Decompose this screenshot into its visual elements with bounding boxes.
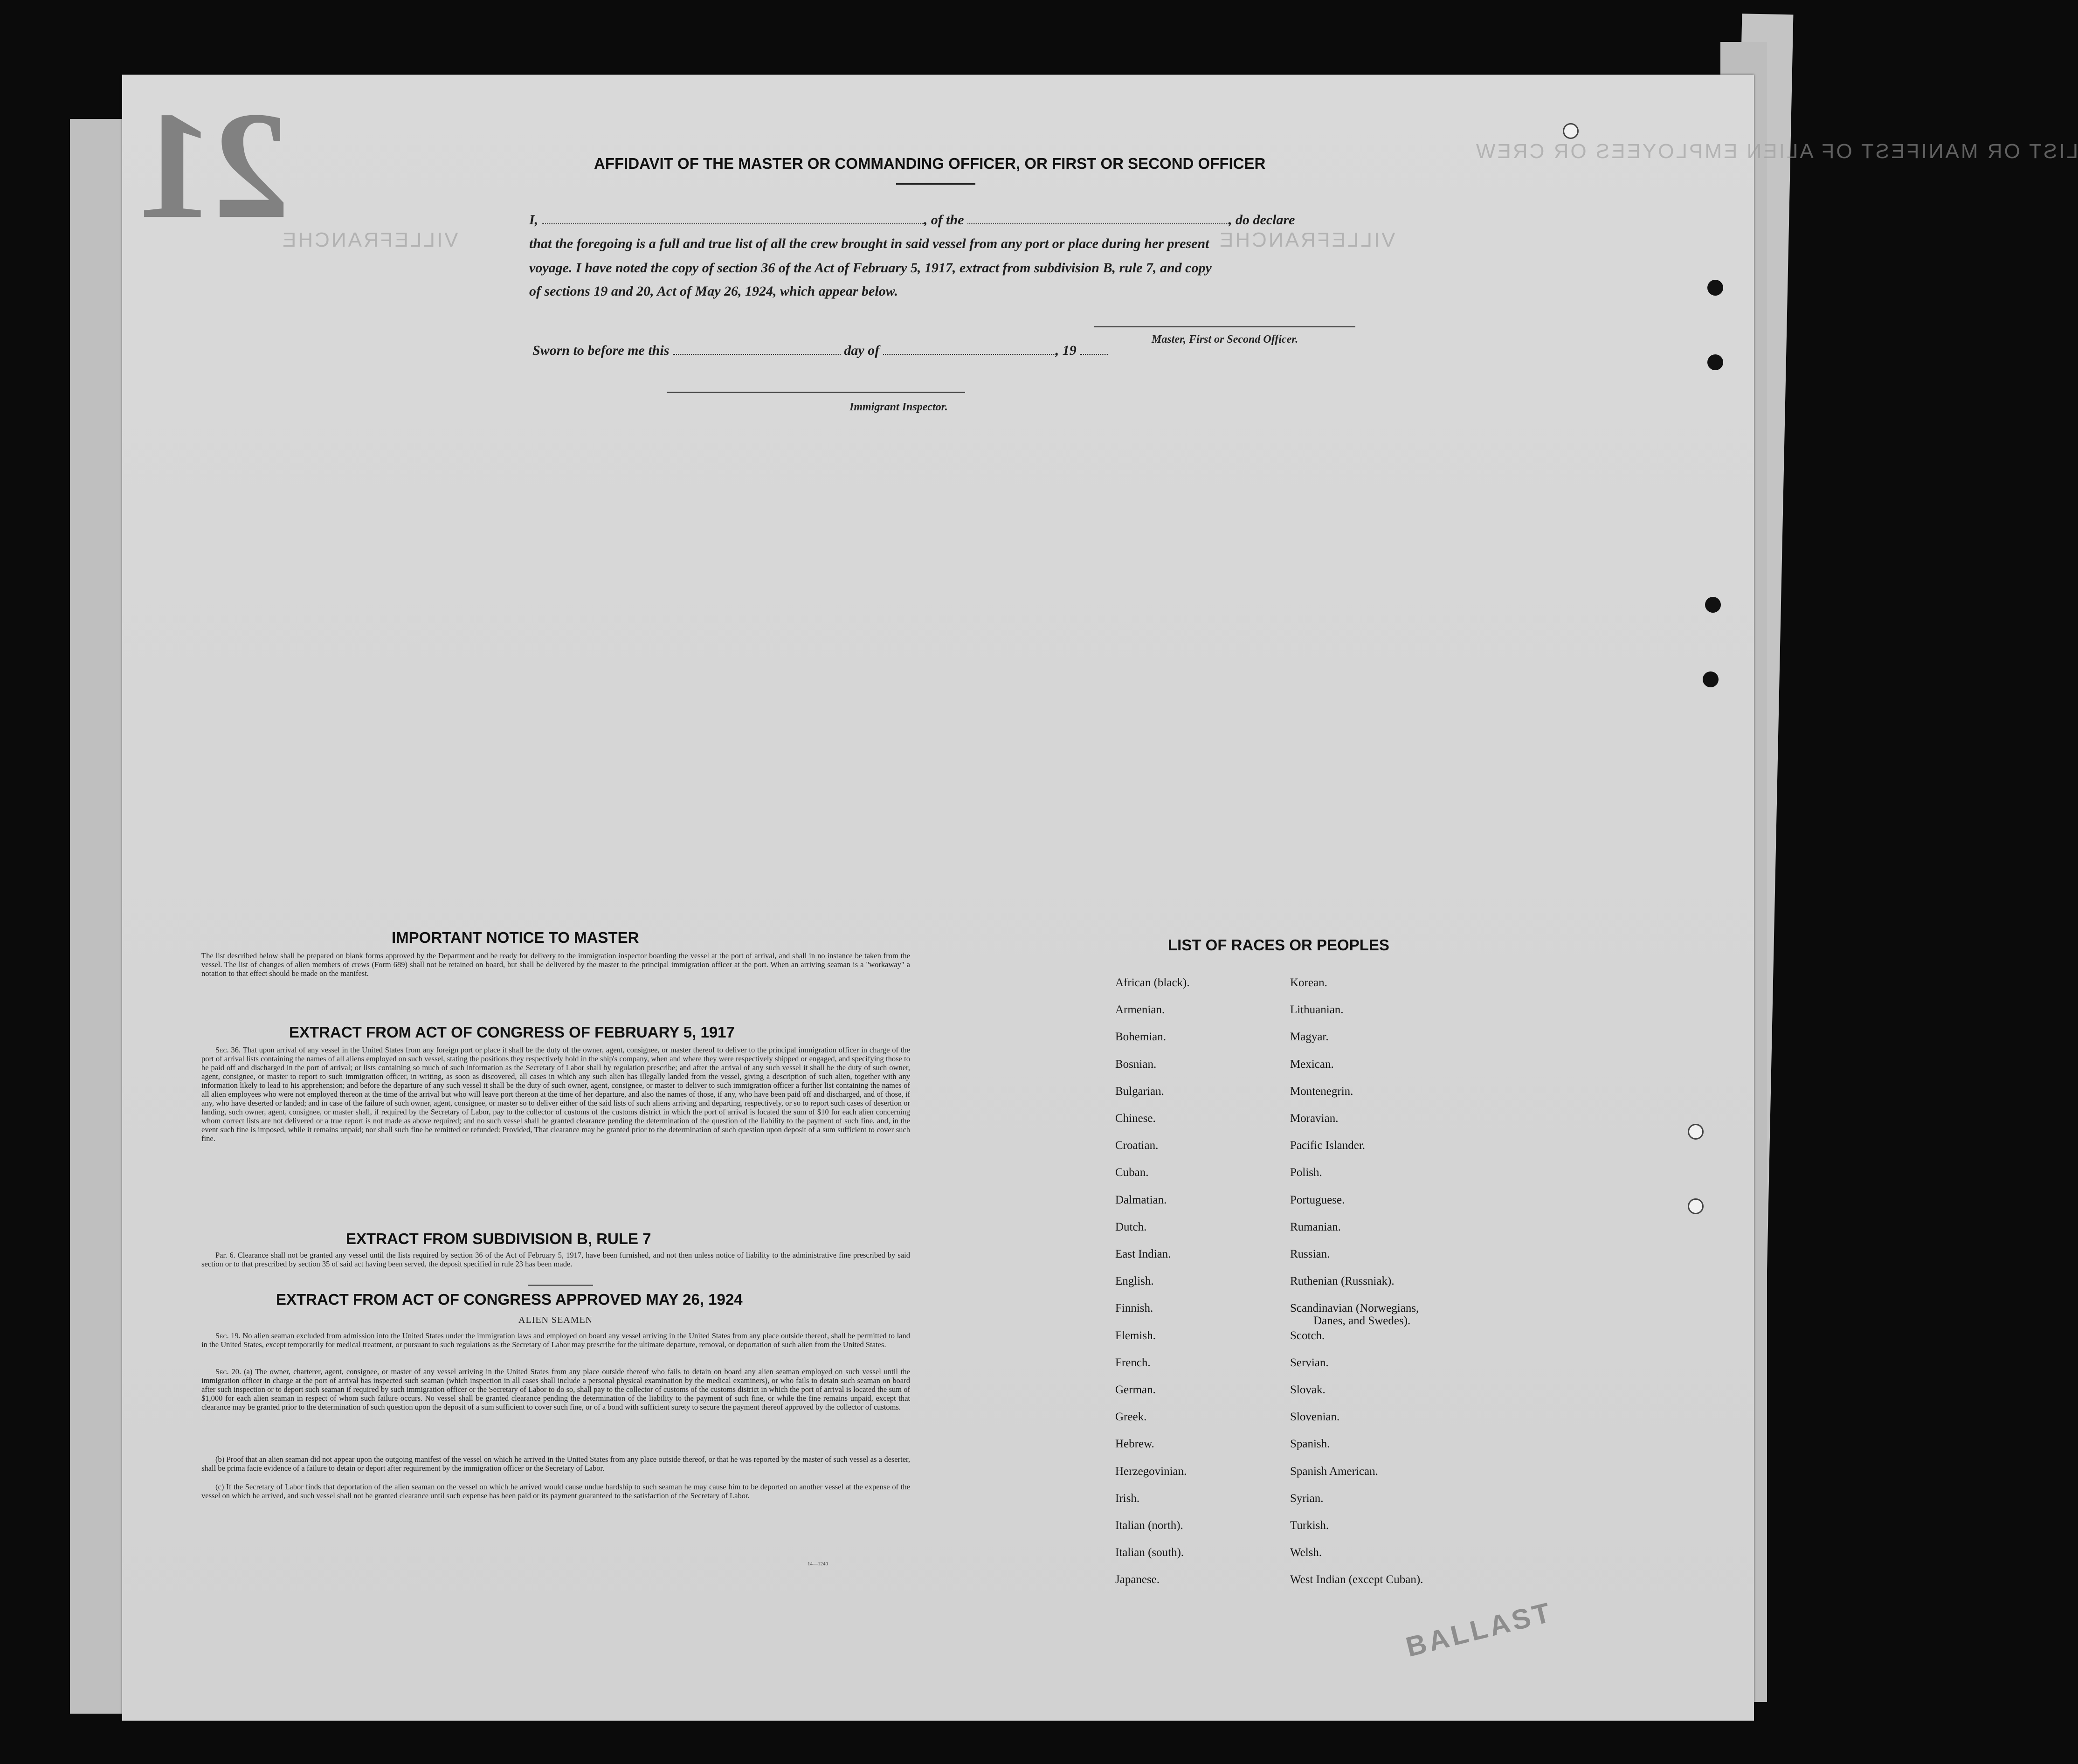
race-item: Pacific Islander. [1290,1139,1366,1152]
form-number: 14—1240 [808,1561,828,1567]
sec-20b-text: (b) Proof that an alien seaman did not appear upon the outgoing manifest of the vessel on which he arrived in the United States from any place outside thereof, or that he was reported by the master of such vessel as a deserter, shall be prima facie evidence of a failure to detain or deport after requirement by the immigration officer or the Secretary of Labor. [201,1455,910,1473]
race-item: Cuban. [1115,1166,1149,1179]
race-item: Montenegrin. [1290,1085,1353,1098]
extract-1924-title: EXTRACT FROM ACT OF CONGRESS APPROVED MAY 26, 1924 [276,1291,743,1308]
race-item: Welsh. [1290,1546,1322,1559]
binder-hole [1703,671,1719,687]
sec-20a-text [201,1367,910,1411]
sworn-year-blank [1080,351,1108,355]
race-item: East Indian. [1115,1248,1171,1260]
ghost-stamp: BALLAST [1402,1596,1556,1663]
sworn-text: Sworn to before me this [532,343,670,358]
ghost-text: LIST OR MANIFEST OF ALIEN EMPLOYEES OR CREW [1474,140,2078,163]
race-item: Finnish. [1115,1302,1153,1315]
race-item: Italian (north). [1115,1519,1183,1532]
race-item: Turkish. [1290,1519,1329,1532]
race-item: Slovak. [1290,1384,1326,1396]
race-item: Servian. [1290,1356,1329,1369]
rule7-title: EXTRACT FROM SUBDIVISION B, RULE 7 [346,1230,651,1247]
race-item: Polish. [1290,1166,1322,1179]
sec-20a-body: (a) The owner, charterer, agent, consignee, or master of any vessel arriving in the United States from any place outside thereof who fails to detain on board any alien seaman employed on such vessel until the immigration officer in charge at the port of arrival has inspected such seaman (which inspection in all cases shall include a personal physical examination by the medical examiners), or who fails to detain such seaman on board after such inspection or to deport such seaman if required by such immigration officer or the Secretary of Labor to do so, shall pay to the collector of customs of the customs district in which the port of arrival is located the sum of $1,000 for each alien seaman in respect of whom such failure occurs. No vessel shall be granted clearance pending the determination of the liability to the payment of such fine, or while the fine remains unpaid, except that clearance may be granted prior to the determination of such question upon the deposit of a sum sufficient to cover such fine, or of a bond with sufficient surety to secure the payment thereof approved by the collector of customs. [201,1367,910,1411]
race-item: Rumanian. [1290,1220,1341,1233]
race-item: Portuguese. [1290,1193,1345,1206]
binder-hole [1688,1124,1704,1140]
race-item: Lithuanian. [1290,1003,1344,1017]
inspector-signature-line [667,392,965,393]
race-item: Bohemian. [1115,1031,1167,1044]
sworn-year: , 19 [1055,343,1077,358]
sec-19-text [201,1331,910,1349]
sec-36-label: Sec. 36. [215,1045,241,1054]
sworn-month-blank [883,351,1056,355]
race-item: Slovenian. [1290,1411,1340,1424]
race-item: Mexican. [1290,1058,1334,1071]
race-item: Dalmatian. [1115,1193,1167,1206]
binder-hole [1707,280,1723,296]
inspector-caption: Immigrant Inspector. [849,401,948,413]
affidavit-line-4: of sections 19 and 20, Act of May 26, 1924, which appear below. [529,284,898,299]
race-item: Spanish. [1290,1438,1330,1451]
notice-text: The list described below shall be prepared on blank forms approved by the Department and be ready for delivery to the immigration inspector boarding the vessel at the port of arrival, and shall in no instance be taken from the vessel. The list of changes of alien members of crews (Form 689) shall not be retained on board, but shall be delivered by the master to the principal immigration officer at the port. When an arriving seaman is a "workaway" a notation to that effect should be made on the manifest. [201,951,910,978]
sec-36-body: That upon arrival of any vessel in the United States from any foreign port or place it shall be the duty of the owner, agent, consignee, or master thereof to deliver to the principal immigration officer in charge of the port of arrival lists containing the names of all aliens employed on such vessel, stating the positions they respectively hold in the ship's company, when and where they were respectively shipped or engaged, and specifying those to be paid off and discharged in the port of arrival; or lists containing so much of such information as the Secretary of Labor shall by regulation prescribe; and after the arrival of any such vessel it shall be the duty of such owner, agent, consignee, or master to report to such immigration officer, in writing, as soon as discovered, all cases in which any such alien has illegally landed from the vessel, giving a description of such alien, together with any information likely to lead to his apprehension; and before the departure of any such vessel it shall be the duty of such owner, agent, consignee, or master to deliver to such immigration officer a further list containing the names of all alien employees who were not employed thereon at the time of the arrival but who will leave port thereon at the time of her departure, and also the names of those, if any, who have been paid off and discharged, and of those, if any, who have deserted or landed; and in case of the failure of such owner, agent, consignee, or master so to deliver either of the said lists of such aliens arriving and departing, respectively, or so to report such cases of desertion or landing, such owner, agent, consignee, or master shall, if required by the Secretary of Labor, pay to the collector of customs of the customs district in which the port of arrival is located the sum of $10 for each alien concerning whom correct lists are not delivered or a true report is not made as above required; and no such vessel shall be granted clearance pending the determination of the question of the liability to the payment of such fine, and, in the event such fine is imposed, while it remains unpaid; nor shall such fine be remitted or refunded: Provided, That clearance may be granted prior to the determination of such question upon deposit of a sum sufficient to cover such fine. [201,1045,910,1143]
extract-1917-title: EXTRACT FROM ACT OF CONGRESS OF FEBRUARY 5, 1917 [289,1024,735,1041]
ghost-page-number: 21 [136,80,290,250]
sec-20c-text: (c) If the Secretary of Labor finds that deportation of the alien seaman on the vessel on which he arrived would cause undue hardship to such seaman he may cause him to be deported on another vessel at the expense of the vessel on which he arrived, and such vessel shall not be granted clearance until such expense has been paid or its payment guaranteed to the satisfaction of the Secretary of Labor. [201,1482,910,1500]
binder-hole [1688,1198,1704,1214]
background-sheet [70,119,126,1714]
sec-20-label: Sec. 20. [215,1367,242,1376]
races-title: LIST OF RACES OR PEOPLES [1168,936,1389,954]
affidavit-line-1 [529,212,1295,228]
name-blank [542,221,924,224]
race-item: Danes, and Swedes). [1313,1314,1411,1328]
race-item: Flemish. [1115,1329,1156,1342]
race-item: French. [1115,1356,1151,1369]
notice-title: IMPORTANT NOTICE TO MASTER [392,929,639,946]
affidavit-i: I, [529,212,538,228]
race-item: English. [1115,1275,1154,1288]
race-item: Korean. [1290,976,1327,989]
affidavit-of-the: , of the [924,212,964,228]
race-item: Japanese. [1115,1573,1160,1586]
race-item: Dutch. [1115,1220,1147,1233]
race-item: Bulgarian. [1115,1085,1164,1098]
race-item: Moravian. [1290,1112,1339,1125]
document-page [122,75,2078,1721]
race-item: Magyar. [1290,1031,1329,1044]
sworn-day-blank [673,351,841,355]
rule7-divider [528,1285,593,1286]
affidavit-line-3: voyage. I have noted the copy of section 36 of the Act of February 5, 1917, extract from subdivision B, rule 7, and copy [529,260,1212,276]
race-item: German. [1115,1384,1156,1396]
binder-hole [1705,597,1721,613]
race-item: Syrian. [1290,1492,1324,1505]
ghost-text: VILLEFRANCHE [281,228,458,251]
master-signature-line [1094,326,1355,327]
affidavit-title: AFFIDAVIT OF THE MASTER OR COMMANDING OFFICER, OR FIRST OR SECOND OFFICER [594,155,1266,172]
rule7-text: Par. 6. Clearance shall not be granted any vessel until the lists required by section 36 of the Act of February 5, 1917, have been furnished, and not then unless notice of liability to the administrative fine prescribed by said section or to that prescribed by section 35 of said act having been served, the deposit specified in rule 23 has been made. [201,1251,910,1268]
race-item: Croatian. [1115,1139,1159,1152]
sworn-line [532,343,1108,359]
race-item: Greek. [1115,1411,1147,1424]
race-item: Hebrew. [1115,1438,1154,1451]
master-caption: Master, First or Second Officer. [1152,333,1298,346]
vessel-blank [967,221,1229,224]
affidavit-declare: , do declare [1229,212,1295,228]
title-rule [896,183,975,185]
race-item: Herzegovinian. [1115,1465,1187,1478]
ghost-text: VILLEFRANCHE [1218,228,1395,251]
race-item: Italian (south). [1115,1546,1184,1559]
binder-hole [1563,123,1579,139]
race-item: West Indian (except Cuban). [1290,1573,1423,1586]
race-item: Spanish American. [1290,1465,1378,1478]
race-item: Russian. [1290,1248,1330,1260]
sec-19-label: Sec. 19. [215,1331,241,1340]
sworn-day-of: day of [844,343,880,358]
binder-hole [1707,354,1723,370]
race-item: Chinese. [1115,1112,1156,1125]
race-item: African (black). [1115,976,1190,989]
affidavit-line-2: that the foregoing is a full and true list of all the crew brought in said vessel from any port or place during her present [529,236,1209,251]
sec-19-body: No alien seaman excluded from admission into the United States under the immigration laws and employed on board any vessel arriving in the United States from any place outside thereof, shall be permitted to land in the United States, except temporarily for medical treatment, or pursuant to such regulations as the Secretary of Labor may prescribe for the ultimate departure, removal, or deportation of such alien from the United States. [201,1331,911,1349]
race-item: Irish. [1115,1492,1140,1505]
race-item: Armenian. [1115,1003,1165,1017]
race-item: Scotch. [1290,1329,1325,1342]
alien-seamen-subtitle: ALIEN SEAMEN [518,1315,593,1325]
extract-1917-text [201,1045,910,1143]
race-item: Bosnian. [1115,1058,1157,1071]
race-item: Ruthenian (Russniak). [1290,1275,1395,1288]
race-item: Scandinavian (Norwegians, [1290,1302,1419,1315]
